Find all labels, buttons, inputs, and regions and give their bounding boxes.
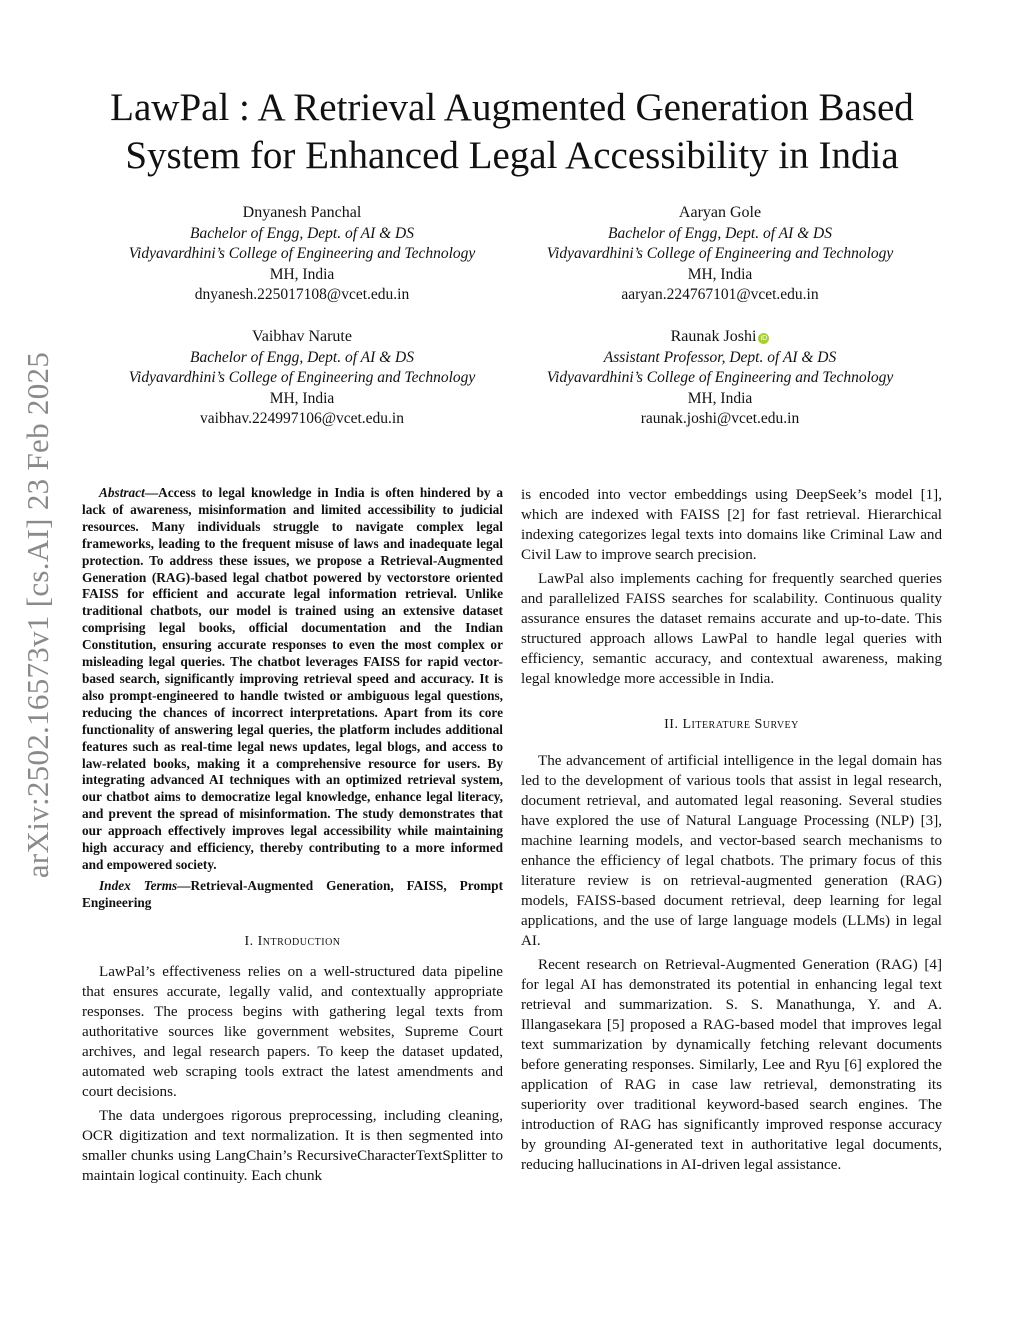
index-terms-text: —Retrieval-Augmented Generation, FAISS, Prompt Engineering	[82, 877, 503, 910]
abstract-text: —Access to legal knowledge in India is often hindered by a lack of awareness, misinformation and limited accessibility to judicial resources. Many individuals struggle to navigate complex legal frameworks, leading to the frequent misuse of laws and inadequate legal protection. To address these issues, we propose a Retrieval-Augmented Generation (RAG)-based legal chatbot powered by vectorstore oriented FAISS for efficient and accurate legal information retrieval. Unlike traditional chatbots, our model is trained using an extensive dataset comprising legal books, official documentation and the Indian Constitution, ensuring accurate responses to even the most complex or misleading legal queries. The chatbot leverages FAISS for rapid vector-based search, significantly improving retrieval speed and accuracy. It is also prompt-engineered to handle twisted or ambiguous legal questions, reducing the chances of incorrect interpretations. Apart from its core functionality of answering legal queries, the platform includes additional features such as real-time legal news updates, legal blogs, and access to law-related books, making it a comprehensive resource for users. By integrating advanced AI techniques with an optimized retrieval system, our chatbot aims to democratize legal knowledge, enhance legal literacy, and prevent the spread of misinformation. The study demonstrates that our approach effectively improves legal accessibility while maintaining high accuracy and efficiency, thereby contributing to a more informed and empowered society.	[82, 485, 503, 872]
section-heading-introduction: I. Introduction	[244, 933, 341, 949]
abstract-label: Abstract	[99, 485, 145, 500]
index-terms-label: Index Terms	[99, 877, 178, 893]
author-email[interactable]: vaibhav.224997106@vcet.edu.in	[200, 410, 404, 427]
orcid-icon[interactable]: iD	[758, 333, 769, 344]
index-terms	[82, 878, 503, 912]
author-role: Bachelor of Engg, Dept. of AI & DS	[189, 224, 414, 242]
author-block-3	[92, 327, 512, 430]
author-role: Bachelor of Engg, Dept. of AI & DS	[607, 224, 832, 242]
lit-paragraph-1: The advancement of artificial intelligence in the legal domain has led to the development of various tools that assist in legal research, document retrieval, and automated legal reasoning. Several studies have explored the use of Natural Language Processing (NLP) [3], machine learning models, and vector-based search mechanisms to enhance the efficiency of legal chatbots. The primary focus of this literature review is on retrieval-augmented generation (RAG) models, FAISS-based document retrieval, deep learning for legal applications, and the use of large language models (LLMs) in legal AI.	[521, 753, 942, 949]
author-institution: Vidyavardhini’s College of Engineering and Technology	[546, 369, 894, 386]
abstract	[82, 485, 503, 874]
author-name-row	[510, 327, 930, 348]
author-email[interactable]: dnyanesh.225017108@vcet.edu.in	[194, 286, 410, 303]
author-name: Dnyanesh Panchal	[242, 204, 362, 221]
author-email[interactable]: raunak.joshi@vcet.edu.in	[640, 410, 800, 427]
author-block-1	[92, 203, 512, 306]
author-institution: Vidyavardhini’s College of Engineering and Technology	[128, 245, 476, 262]
author-email[interactable]: aaryan.224767101@vcet.edu.in	[621, 286, 819, 303]
author-name: Vaibhav Narute	[252, 328, 352, 345]
arxiv-stamp: arXiv:2502.16573v1 [cs.AI] 23 Feb 2025	[20, 351, 55, 879]
intro-paragraph-3: LawPal also implements caching for frequently searched queries and parallelized FAISS searches for scalability. Continuous quality assurance ensures the dataset remains accurate and up-to-date. This structured approach allows LawPal to handle legal queries with efficiency, semantic accuracy, and contextual awareness, making legal knowledge more accessible in India.	[521, 571, 942, 687]
paper-title: LawPal : A Retrieval Augmented Generation Based System for Enhanced Legal Accessibility in India	[110, 86, 914, 177]
author-name: Raunak Joshi	[670, 328, 757, 345]
left-column	[82, 485, 503, 1190]
lit-paragraph-2: Recent research on Retrieval-Augmented Generation (RAG) [4] for legal AI has demonstrated its potential in enhancing legal text retrieval and summarization. S. S. Manathunga, Y. and A. Illangasekara [5] proposed a RAG-based model that improves legal text summarization by dynamically fetching relevant documents before generating responses. Similarly, Lee and Ryu [6] explored the application of RAG in case law retrieval, demonstrating its superiority over traditional keyword-based search engines. The introduction of RAG has significantly improved response accuracy by grounding AI-generated text in authoritative legal documents, reducing hallucinations in AI-driven legal assistance.	[521, 957, 942, 1173]
author-role: Assistant Professor, Dept. of AI & DS	[603, 348, 837, 366]
author-location: MH, India	[687, 389, 753, 407]
author-location: MH, India	[269, 389, 335, 407]
author-institution: Vidyavardhini’s College of Engineering and Technology	[128, 369, 476, 386]
right-column	[521, 485, 942, 1179]
author-institution: Vidyavardhini’s College of Engineering and Technology	[546, 245, 894, 262]
author-location: MH, India	[687, 265, 753, 283]
intro-paragraph-2: The data undergoes rigorous preprocessing, including cleaning, OCR digitization and text normalization. It is then segmented into smaller chunks using LangChain’s RecursiveCharacterTextSplitter to maintain logical continuity. Each chunk	[82, 1107, 503, 1184]
author-block-2	[510, 203, 930, 306]
author-name: Aaryan Gole	[678, 204, 762, 221]
section-heading-literature-survey: II. Literature Survey	[664, 717, 799, 732]
intro-paragraph-1: LawPal’s effectiveness relies on a well-structured data pipeline that ensures accurate, legally valid, and contextually appropriate responses. The process begins with gathering legal texts from authoritative sources like government websites, Supreme Court archives, and legal research papers. To keep the dataset updated, automated web scraping tools extract the latest amendments and court decisions.	[82, 963, 503, 1100]
intro-paragraph-2-continued: is encoded into vector embeddings using DeepSeek’s model [1], which are indexed with FAISS [2] for fast retrieval. Hierarchical indexing categorizes legal texts into domains like Criminal Law and Civil Law to improve search precision.	[521, 487, 942, 563]
author-block-4	[510, 327, 930, 430]
author-location: MH, India	[269, 265, 335, 283]
author-role: Bachelor of Engg, Dept. of AI & DS	[189, 348, 414, 366]
